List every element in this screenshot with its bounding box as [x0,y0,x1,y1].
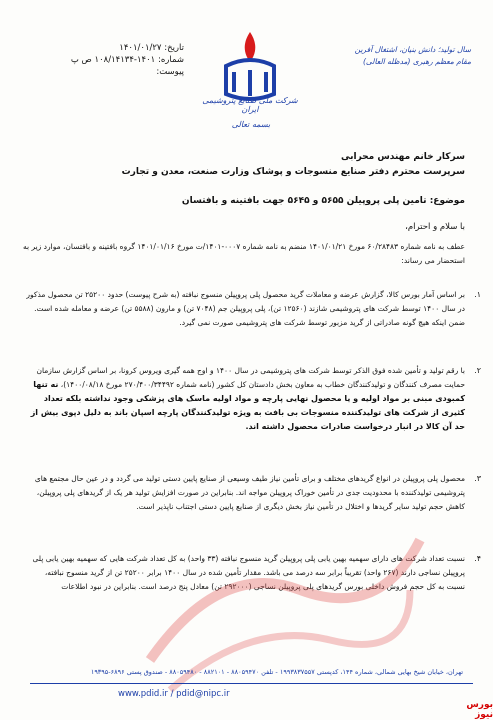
letter-number: شماره: ۱۴۰۱-۱۰۸/۱۴۱۳۴ ص پ [70,55,184,65]
paragraph-3 [25,472,481,514]
footer-web-email: www.pdid.ir / pdid@nipc.ir [118,689,230,699]
paragraph-number: ۴. [474,554,481,563]
letter-subject: موضوع: تامین پلی پروپیلن ۵۶۵۵ و ۵۶۴۵ جهت بافتینه و بافتسان [181,196,465,206]
letter-meta [34,42,184,78]
addressee-title: سرپرست محترم دفتر صنایع منسوجات و پوشاک وزارت صنعت، معدن و تجارت [121,167,465,177]
letter-date: تاریخ: ۱۴۰۱/۰۱/۲۷ [119,43,184,53]
letter-attachment: پیوست: [156,67,184,77]
footer-address: تهران، خیابان شیخ بهایی شمالی، شماره ۱۴۴، کدپستی ۱۹۹۳۸۳۷۵۵۷ - تلفن ۸۸۰۵۹۴۷۰ - ۸۸۲۱۰۱ - ۸۸۰۵۹۴۸۰ - صندوق پستی ۶۸۹۶-۱۹۳۹۵ [90,668,463,676]
company-name: شرکت ملی صنایع پتروشیمی ایران [202,96,298,114]
paragraph-bold-text: نه تنها کمبودی مبنی بر مواد اولیه و یا محصول نهایی پارچه و مواد اولیه ماسک های پزشکی وجود نداشته بلکه تعداد کثیری از شرکت های تولیدکننده منسوجات بی بافت به ویژه تولیدکنندگان پارچه اسپان باند به دلیل دپوی بیش از حد آن کالا در انبار درخواست صادرات محصول داشته اند. [30,380,465,431]
paragraph-4 [25,552,481,594]
paragraph-2 [25,364,481,434]
slogan-line-1: سال تولید؛ دانش بنیان، اشتغال آفرین [354,45,471,54]
greeting: با سلام و احترام، [405,222,465,232]
letter-slogan [321,44,471,68]
paragraph-text: با رقم تولید و تأمین شده فوق الذکر توسط شرکت های پتروشیمی در سال ۱۴۰۰ و اوج همه گیری ویروس کرونا، بر اساس گزارش سازمان حمایت مصرف کنندگان و تولیدکنندگان خطاب به معاون بخش دادستان کل کشور (نامه شماره ۲۷۰/۴۰۰/۳۴۴۹۲ مورخ ۱۴۰۰/۰۸/۱۸)، [36,366,465,389]
bismillah: بسمه تعالی [231,120,271,129]
intro-paragraph: عطف به نامه شماره ۶۰/۲۸۴۸۳ مورخ ۱۴۰۱/۰۱/۲۱ منضم به نامه شماره ۰۰۰۷-۱۴۰۱/ت مورخ ۱۴۰۱/۰۱/۱۶ گروه بافتینه و بافتسان، موارد زیر به استحضار می رساند: [22,242,465,265]
footer-divider [30,683,473,684]
paragraph-number: ۳. [474,474,481,483]
paragraph-text: نسبت تعداد شرکت های دارای سهمیه بهین یابی پلی پروپیلن گرید منسوج نبافته (۳۳ واحد) به کل تعداد شرکت هایی که سهمیه بهین یابی پلی پروپیلن نساجی دارند (۲۶۷ واحد) تقریباً برابر سه درصد می باشد. مقدار تأمین شده در سال ۱۴۰۰ برابر ۲۵۲۰۰ تن از گرید منسوج نبافته، نسبت به کل حجم فروش داخلی بورس گریدهای پلی پروپیلن نساجی (۲۹۲۰۰۰ تن) معادل پنج درصد است. بنابراین در نبود اطلاعات [32,554,465,591]
addressee [25,150,465,180]
paragraph-number: ۱. [474,290,481,299]
paragraph-text: محصول پلی پروپیلن در انواع گریدهای مختلف و برای تأمین نیاز طیف وسیعی از صنایع پایین دستی تولید می گردد و در عین حال مجتمع های پتروشیمی تولیدکننده با محدودیت جدی در تأمین خوراک پروپیلن مواجه اند. بنابراین در صورت افزایش تولید هر یک از گریدهای پلی پروپیلن، کاهش حجم تولید سایر گریدها و اختلال در تأمین نیاز بخش دیگری از صنایع پایین دستی اجتناب ناپذیر است. [34,474,465,511]
source-stamp: بورس نیوز [466,700,493,720]
slogan-line-2: مقام معظم رهبری (مدظله العالی) [363,57,471,66]
paragraph-1 [25,288,481,330]
addressee-name: سرکار خانم مهندس محرابی [341,152,465,162]
paragraph-number: ۲. [474,366,481,375]
paragraph-text: بر اساس آمار بورس کالا، گزارش عرضه و معاملات گرید محصول پلی پروپیلن منسوج نبافته (به شرح پیوست) حدود ۲۵۲۰۰ تن محصول مذکور در سال ۱۴۰۰ توسط شرکت های پتروشیمی شازند (۱۲۵۶۰ تن)، پلی پروپیلن جم (۷۰۴۸ تن) و مارون (۵۵۸۸ تن) عرضه و معامله شده است. ضمن اینکه هیچ گونه صادراتی از گرید مزبور توسط شرکت های پتروشیمی صورت نمی گیرد. [26,290,465,327]
